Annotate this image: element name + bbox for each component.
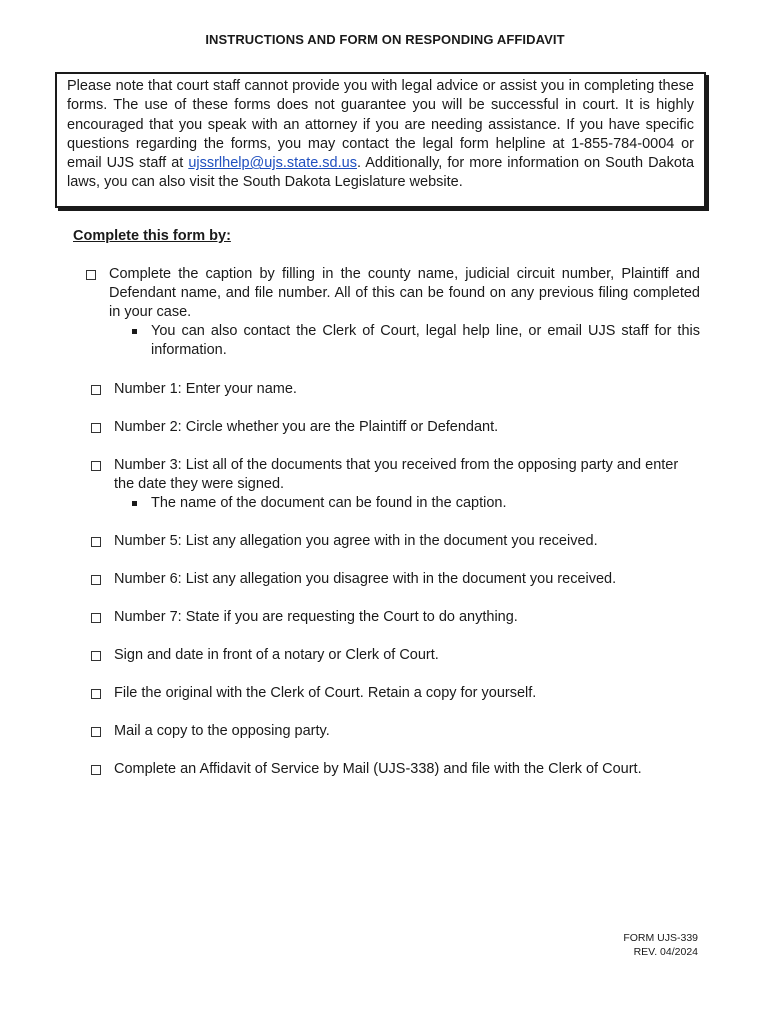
sub-bullet-item (132, 494, 700, 513)
checkbox[interactable] (91, 385, 101, 395)
item-text: Mail a copy to the opposing party. (114, 723, 330, 739)
checklist-item-caption (86, 265, 700, 360)
checkbox[interactable] (91, 537, 101, 547)
item-text: Sign and date in front of a notary or Clerk of Court. (114, 647, 439, 663)
checklist-item-number1 (91, 380, 705, 399)
page-title: INSTRUCTIONS AND FORM ON RESPONDING AFFIDAVIT (205, 32, 565, 47)
item-text: File the original with the Clerk of Court. Retain a copy for yourself. (114, 685, 537, 701)
form-number: FORM UJS-339 (623, 932, 698, 944)
item-text: Complete the caption by filling in the county name, judicial circuit number, Plaintiff and Defendant name, and file number. All of this can be found on any previous filing completed in your case. (109, 266, 700, 320)
checkbox[interactable] (91, 423, 101, 433)
checklist-item-number6 (91, 570, 705, 589)
checkbox[interactable] (91, 727, 101, 737)
checkbox[interactable] (91, 461, 101, 471)
item-text: Number 3: List all of the documents that you received from the opposing party and enter the date they were signed. (114, 457, 679, 492)
bullet-icon (132, 329, 137, 334)
checklist-item-number5 (91, 532, 705, 551)
checklist-item-number2 (91, 418, 705, 437)
notice-text-end: . Additionally, for more information on South Dakota laws, you can also visit the South Dakota Legislature website. (67, 155, 695, 191)
checklist-item-file (91, 684, 705, 703)
checklist-item-sign (91, 646, 705, 665)
item-text: Number 7: State if you are requesting the Court to do anything. (114, 609, 518, 625)
checkbox[interactable] (86, 270, 96, 280)
item-text: Number 1: Enter your name. (114, 381, 297, 397)
checklist-item-affidavit (91, 760, 681, 779)
checklist-item-number7 (91, 608, 705, 627)
item-text: Number 6: List any allegation you disagree with in the document you received. (114, 571, 617, 587)
checkbox[interactable] (91, 765, 101, 775)
form-footer (560, 931, 698, 959)
sub-bullet-item (132, 322, 700, 360)
item-text: Complete an Affidavit of Service by Mail (UJS-338) and file with the Clerk of Court. (114, 761, 642, 777)
email-link[interactable]: ujssrlhelp@ujs.state.sd.us (188, 155, 357, 172)
bullet-icon (132, 501, 137, 506)
item-text: Number 5: List any allegation you agree with in the document you received. (114, 533, 598, 549)
checkbox[interactable] (91, 613, 101, 623)
sub-item-text: You can also contact the Clerk of Court, legal help line, or email UJS staff for this information. (151, 323, 700, 358)
checkbox[interactable] (91, 689, 101, 699)
legal-notice-box (55, 72, 706, 208)
checkbox[interactable] (91, 575, 101, 585)
form-revision: REV. 04/2024 (633, 946, 698, 958)
section-heading: Complete this form by: (73, 228, 231, 244)
checklist-item-mail (91, 722, 705, 741)
checklist-item-number3 (91, 456, 700, 513)
item-text: Number 2: Circle whether you are the Plaintiff or Defendant. (114, 419, 499, 435)
sub-item-text: The name of the document can be found in the caption. (151, 495, 507, 511)
notice-text: Please note that court staff cannot provide you with legal advice or assist you in completing these forms. The use of these forms does not guarantee you will be successful in court. It is highly encouraged that you speak with an attorney if you are needing assistance. If you have specific questions regarding the forms, you may contact the legal form helpline at 1-855-784-0004 or email UJS staff at (67, 78, 694, 172)
checkbox[interactable] (91, 651, 101, 661)
